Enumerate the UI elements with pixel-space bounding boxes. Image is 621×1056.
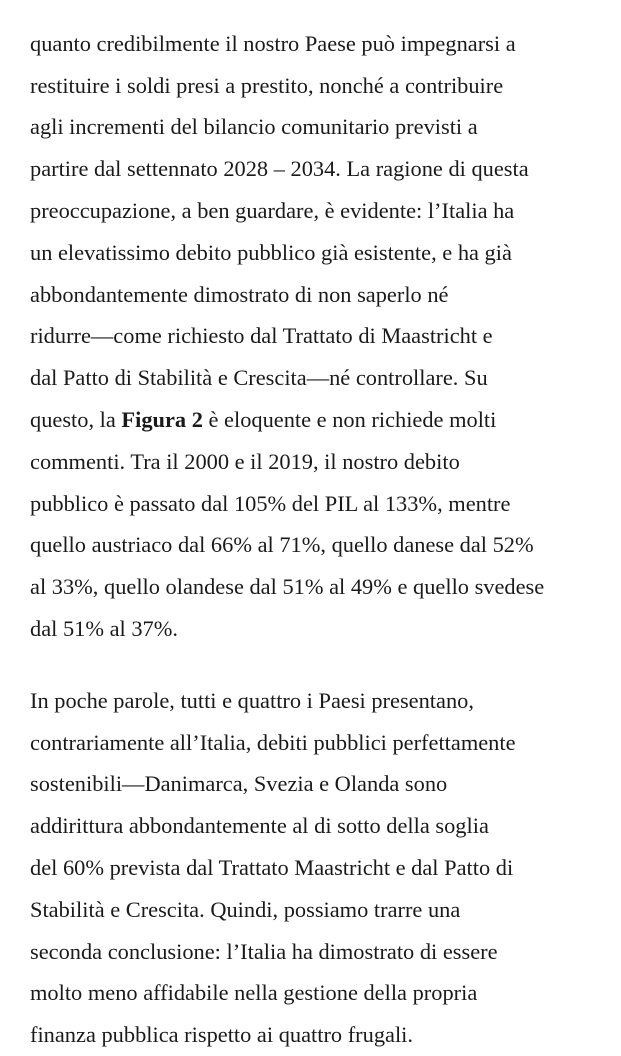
text-line: Stabilità e Crescita. Quindi, possiamo trarre una <box>30 896 461 922</box>
text-fragment: questo, la <box>30 406 122 432</box>
text-fragment: è eloquente e non richiede molti <box>202 406 497 432</box>
paragraph-debt-comparison <box>30 0 610 650</box>
text-line: commenti. Tra il 2000 e il 2019, il nostro debito <box>30 448 460 474</box>
text-line: restituire i soldi presi a prestito, nonché a contribuire <box>30 72 504 98</box>
text-line: del 60% prevista dal Trattato Maastricht e dal Patto di <box>30 854 514 880</box>
text-line: un elevatissimo debito pubblico già esistente, e ha già <box>30 239 512 265</box>
figure-2-reference: Figura 2 <box>121 406 203 432</box>
text-line: partire dal settennato 2028 – 2034. La ragione di questa <box>30 156 529 182</box>
text-line: contrariamente all’Italia, debiti pubblici perfettamente <box>30 729 516 755</box>
text-line: ridurre—come richiesto dal Trattato di Maastricht e <box>30 323 493 349</box>
text-line: In poche parole, tutti e quattro i Paesi presentano, <box>30 687 474 713</box>
text-line: seconda conclusione: l’Italia ha dimostrato di essere <box>30 938 498 964</box>
text-line: preoccupazione, a ben guardare, è evidente: l’Italia ha <box>30 197 515 223</box>
text-line: al 33%, quello olandese dal 51% al 49% e quello svedese <box>30 574 545 600</box>
text-line: addirittura abbondantemente al di sotto della soglia <box>30 813 489 839</box>
text-line: sostenibili—Danimarca, Svezia e Olanda sono <box>30 771 448 797</box>
text-line: agli incrementi del bilancio comunitario previsti a <box>30 114 478 140</box>
text-line: abbondantemente dimostrato di non saperlo né <box>30 281 449 307</box>
text-line: pubblico è passato dal 105% del PIL al 133%, mentre <box>30 490 511 516</box>
article-body <box>30 0 610 1056</box>
text-line: quanto credibilmente il nostro Paese può impegnarsi a <box>30 30 516 56</box>
text-line: quello austriaco dal 66% al 71%, quello danese dal 52% <box>30 532 534 558</box>
text-line: finanza pubblica rispetto ai quattro frugali. <box>30 1022 413 1048</box>
text-line: dal 51% al 37%. <box>30 615 178 641</box>
text-line: dal Patto di Stabilità e Crescita—né controllare. Su <box>30 365 488 391</box>
paragraph-conclusion <box>30 680 610 1056</box>
text-line-with-figure-ref <box>30 399 610 441</box>
text-line: molto meno affidabile nella gestione della propria <box>30 980 478 1006</box>
